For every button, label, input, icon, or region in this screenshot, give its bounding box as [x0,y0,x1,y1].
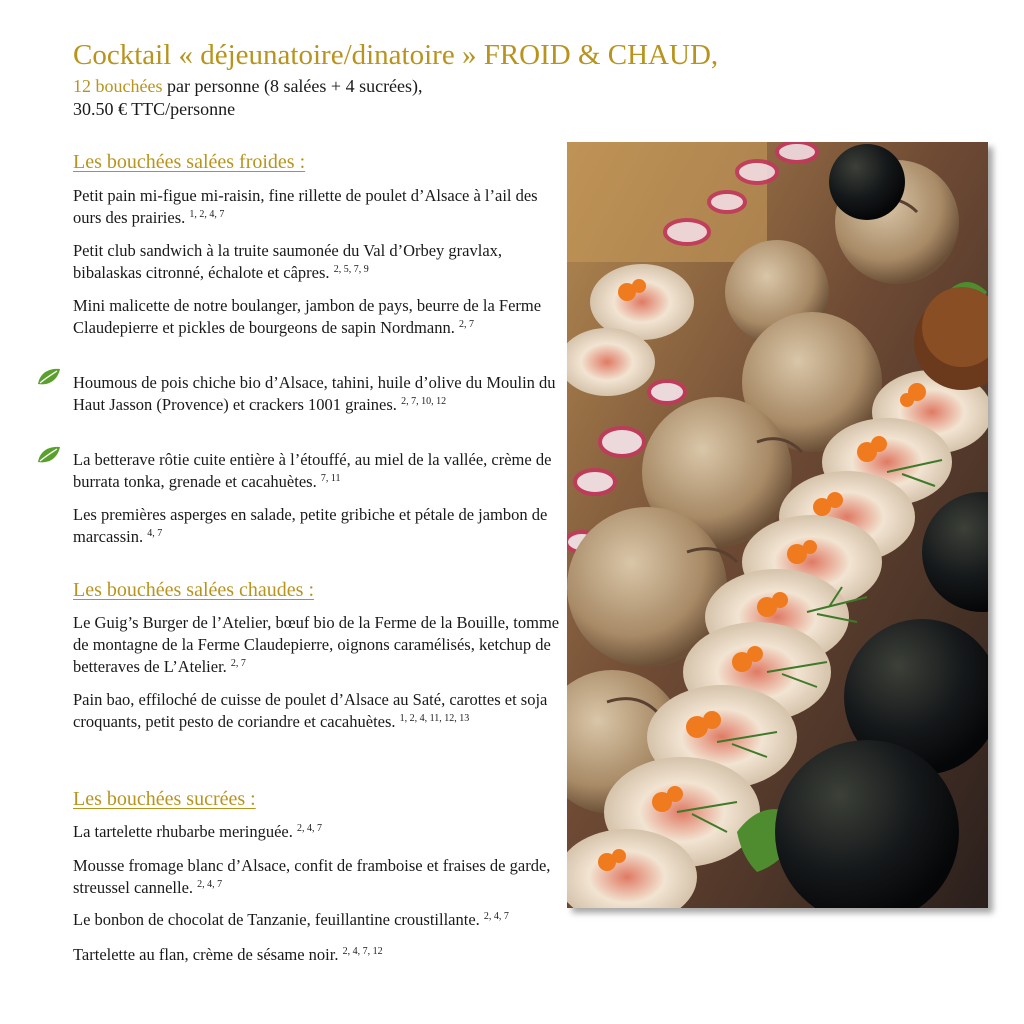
menu-item [73,689,568,733]
menu-item [73,240,568,284]
allergen-codes: 1, 2, 4, 11, 12, 13 [399,713,470,724]
item-text: La tartelette rhubarbe meringuée. [73,822,293,841]
menu-item [73,185,568,229]
item-text: Mini malicette de notre boulanger, jambon de pays, beurre de la Ferme Claudepierre et pickles de bourgeons de sapin Nordmann. [73,296,542,337]
allergen-codes: 2, 4, 7 [297,823,323,834]
page-title: Cocktail « déjeunatoire/dinatoire » FROID & CHAUD, [73,39,719,71]
menu-item [73,295,568,339]
food-photo-illustration [567,142,988,908]
leaf-icon [36,366,62,388]
item-text: Petit club sandwich à la truite saumonée du Val d’Orbey gravlax, bibalaskas citronné, échalote et câpres. [73,241,503,282]
price: 30.50 € TTC/personne [73,99,236,119]
menu-item [73,855,568,899]
item-text: Petit pain mi-figue mi-raisin, fine rillette de poulet d’Alsace à l’ail des ours des prairies. [73,186,538,227]
item-text: Pain bao, effiloché de cuisse de poulet d’Alsace au Saté, carottes et soja croquants, petit pesto de coriandre et cacahuètes. [73,690,548,731]
item-text: Le bonbon de chocolat de Tanzanie, feuillantine croustillante. [73,910,480,929]
section-heading-hot: Les bouchées salées chaudes : [73,579,315,601]
item-text: La betterave rôtie cuite entière à l’étouffé, au miel de la vallée, crème de burrata tonka, grenade et cacahuètes. [73,450,552,491]
item-text: Les premières asperges en salade, petite gribiche et pétale de jambon de marcassin. [73,505,548,546]
item-text: Tartelette au flan, crème de sésame noir. [73,945,339,964]
menu-item [73,821,568,843]
item-text: Mousse fromage blanc d’Alsace, confit de framboise et fraises de garde, streussel cannelle. [73,856,551,897]
section-heading-sweet: Les bouchées sucrées : [73,788,256,810]
subtitle [73,75,423,121]
allergen-codes: 2, 4, 7 [197,879,223,890]
menu-item [73,909,593,931]
allergen-codes: 2, 4, 7 [483,911,509,922]
section-heading-cold: Les bouchées salées froides : [73,151,306,173]
menu-item [73,504,568,548]
food-photo [567,142,988,908]
allergen-codes: 2, 7, 10, 12 [401,396,447,407]
allergen-codes: 2, 4, 7, 12 [342,946,383,957]
allergen-codes: 4, 7 [147,528,163,539]
menu-item [73,449,568,493]
menu-item [73,944,568,966]
allergen-codes: 2, 7 [230,658,246,669]
item-text: Houmous de pois chiche bio d’Alsace, tahini, huile d’olive du Moulin du Haut Jasson (Provence) et crackers 1001 graines. [73,373,556,414]
menu-item [73,372,568,416]
leaf-icon [36,444,62,466]
menu-item [73,612,568,678]
subtitle-highlight: 12 bouchées [73,76,163,96]
allergen-codes: 2, 7 [458,319,474,330]
allergen-codes: 2, 5, 7, 9 [333,264,369,275]
item-text: Le Guig’s Burger de l’Atelier, bœuf bio de la Ferme de la Bouille, tomme de montagne de la Ferme Claudepierre, oignons caramélisés, ketchup de betteraves de L’Atelier. [73,613,560,676]
allergen-codes: 7, 11 [320,473,341,484]
subtitle-rest: par personne (8 salées + 4 sucrées), [162,76,423,96]
allergen-codes: 1, 2, 4, 7 [189,209,225,220]
